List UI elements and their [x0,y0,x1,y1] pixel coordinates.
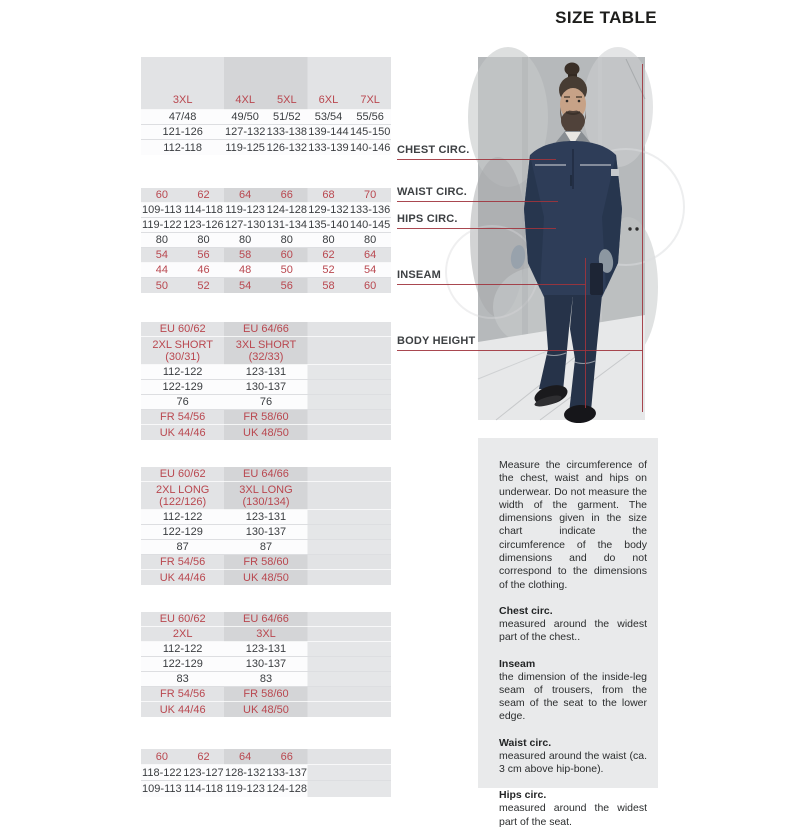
table-cell: 119-123 [225,783,265,795]
table-cell: 3XL [172,93,193,106]
model-illustration [478,57,645,420]
table-row [141,687,391,702]
table-cell: 46 [197,264,210,276]
measure-line-body-height [397,350,643,351]
table-cell: 60 [155,750,168,763]
table-row [141,188,391,203]
table-cell: 139-144 [308,126,349,138]
table-cell: FR 58/60 [243,411,289,423]
size-table [141,57,391,797]
table-cell: 83 [259,673,273,685]
table-row [141,337,391,365]
table-cell: 62 [197,189,210,201]
info-section-hips [499,789,647,829]
table-cell: 80 [155,234,168,246]
table-cell: 135-140 [308,219,349,231]
table-cell: 122-129 [162,381,203,393]
table-cell: 112-122 [162,643,203,655]
table-cell: 60 [155,189,168,201]
table-cell: 114-118 [184,783,223,795]
table-cell: 80 [363,234,377,246]
table-block-6 [141,749,391,797]
table-cell: FR 54/56 [160,411,206,423]
table-cell: 58 [322,279,335,292]
table-row [141,248,391,263]
table-cell: 119-122 [142,219,182,231]
measure-line-height-vertical [642,64,643,412]
table-row [141,395,391,410]
table-row [141,657,391,672]
table-cell: 133-138 [266,126,307,138]
table-cell: 60 [363,279,377,292]
table-cell: 122-129 [162,526,203,538]
table-cell: 6XL [318,93,339,106]
table-row [141,110,391,125]
table-cell: 64 [363,249,377,261]
table-cell: 118-122 [142,766,182,779]
table-row [141,203,391,218]
table-block-1 [141,90,391,155]
table-cell: 130-137 [245,381,287,393]
table-cell: 123-131 [245,643,287,655]
table-cell: 122-129 [162,658,203,670]
table-cell: FR 54/56 [160,556,206,568]
table-row [141,263,391,278]
table-cell: UK 44/46 [159,703,206,716]
table-cell: 87 [176,541,189,553]
table-cell: 55/56 [356,111,384,123]
table-cell: 2XL [172,628,193,640]
table-cell: 62 [197,750,210,763]
table-cell: 87 [259,541,273,553]
table-cell: 123-131 [245,366,287,378]
table-cell: 70 [363,189,377,201]
table-cell: 80 [197,234,210,246]
table-cell: 112-118 [163,141,203,154]
info-heading: Chest circ. [499,604,553,617]
table-cell: UK 48/50 [243,703,289,716]
measure-line-inseam-vertical [585,258,586,408]
table-cell: 44 [155,264,168,276]
table-cell: 50 [280,264,293,276]
table-cell: 3XL LONG (130/134) [239,483,293,508]
table-cell: FR 54/56 [160,688,206,700]
table-row [141,642,391,657]
table-cell: 51/52 [273,111,301,123]
info-heading: Inseam [499,657,536,670]
table-cell: 131-134 [266,219,307,231]
table-cell: EU 60/62 [159,323,206,335]
table-cell: 54 [239,279,252,292]
table-cell: 7XL [360,93,380,106]
table-row [141,525,391,540]
table-row [141,410,391,425]
table-cell: 56 [280,279,293,292]
table-cell: 124-128 [266,204,307,216]
table-block-3 [141,322,391,440]
table-cell: 112-122 [162,511,203,523]
table-block-2 [141,188,391,293]
table-row [141,233,391,248]
table-row [141,365,391,380]
table-cell: 80 [322,234,335,246]
table-cell: UK 48/50 [243,571,289,584]
table-cell: 109-113 [142,783,182,795]
table-cell: 129-132 [308,204,349,216]
label-waist-circ: WAIST CIRC. [397,186,468,198]
table-cell: 3XL SHORT (32/33) [235,338,297,363]
measure-line-waist [397,201,558,202]
table-cell: 54 [363,264,377,276]
table-cell: 80 [239,234,252,246]
table-cell: FR 58/60 [243,556,289,568]
measure-line-hips [397,228,556,229]
table-cell: 121-126 [162,126,203,138]
table-cell: 133-137 [266,766,307,779]
table-cell: 66 [280,750,293,763]
table-cell: 3XL [256,628,276,640]
table-cell: 109-113 [142,204,182,216]
table-row [141,749,391,765]
info-section-chest [499,605,647,645]
table-cell: 48 [239,264,252,276]
table-row [141,612,391,627]
table-top-strip [141,57,391,90]
info-intro: Measure the circumference of the chest, waist and hips on underwear. Do not measure the width of the garment. The dimensions given in the size chart indicate the circumference of the body dimensions and do not correspond to the dimensions of the clothing. [499,459,647,591]
table-cell: 112-122 [162,366,203,378]
table-cell: 76 [259,396,273,408]
table-cell: 54 [155,249,168,261]
page-title: SIZE TABLE [555,8,657,27]
table-row [141,125,391,140]
table-cell: 123-131 [245,511,287,523]
table-row [141,482,391,510]
measure-line-chest [397,159,556,160]
label-inseam: INSEAM [397,269,441,281]
table-row [141,702,391,717]
table-row [141,627,391,642]
table-row [141,555,391,570]
table-cell: 130-137 [245,658,287,670]
info-body: measured around the waist (ca. 3 cm above hip-bone). [499,749,647,776]
info-section-inseam [499,658,647,724]
table-row [141,322,391,337]
table-row [141,380,391,395]
table-block-4 [141,467,391,585]
table-cell: 53/54 [314,111,343,123]
table-cell: 2XL LONG (122/126) [155,483,210,508]
measure-line-inseam [397,284,586,285]
table-cell: 68 [322,189,335,201]
table-row [141,278,391,293]
table-cell: 64 [239,750,252,763]
table-row [141,570,391,585]
info-heading: Hips circ. [499,789,547,802]
table-cell: 127-132 [224,126,266,138]
table-cell: 140-145 [349,219,391,231]
table-cell: 4XL [235,93,255,106]
table-cell: UK 44/46 [159,426,206,439]
table-row [141,672,391,687]
table-cell: 50 [155,279,168,292]
table-cell: 124-128 [266,783,307,795]
label-hips-circ: HIPS CIRC. [397,213,458,225]
table-cell: 119-125 [225,141,265,154]
table-cell: 62 [322,249,335,261]
table-row [141,140,391,155]
table-cell: 76 [176,396,189,408]
table-cell: 47/48 [168,111,197,123]
model-photo [478,57,645,420]
info-heading: Waist circ. [499,736,552,749]
table-cell: EU 64/66 [243,323,289,335]
info-panel [478,438,658,828]
table-cell: 127-130 [224,219,266,231]
table-cell: 58 [239,249,252,261]
table-cell: UK 44/46 [159,571,206,584]
table-row [141,467,391,482]
table-cell: 49/50 [231,111,259,123]
table-cell: 64 [239,189,252,201]
table-cell: 52 [322,264,335,276]
table-cell: 133-136 [349,204,391,216]
table-cell: 5XL [277,93,297,106]
table-cell: 80 [280,234,293,246]
table-row [141,90,391,110]
table-cell: UK 48/50 [243,426,289,439]
table-cell: FR 58/60 [243,688,289,700]
table-cell: 119-123 [225,204,265,216]
table-cell: 130-137 [245,526,287,538]
table-cell: 128-132 [224,766,266,779]
table-cell: 123-127 [183,766,224,779]
table-cell: 145-150 [349,126,391,138]
table-cell: 52 [197,279,210,292]
info-section-waist [499,737,647,777]
table-block-5 [141,612,391,717]
table-cell: EU 60/62 [159,613,206,625]
table-cell: 133-139 [308,141,349,154]
table-row [141,765,391,781]
table-cell: 114-118 [184,204,223,216]
table-row [141,781,391,797]
table-cell: 123-126 [183,219,224,231]
table-row [141,510,391,525]
table-row [141,218,391,233]
table-cell: 2XL SHORT (30/31) [152,338,213,363]
table-cell: EU 64/66 [243,613,289,625]
table-cell: 83 [176,673,189,685]
label-body-height: BODY HEIGHT [397,335,476,347]
info-body: the dimension of the inside-leg seam of trousers, from the seam of the seat to the lower edge. [499,670,647,723]
label-chest-circ: CHEST CIRC. [397,144,470,156]
table-row [141,540,391,555]
table-cell: 140-146 [349,141,391,154]
info-body: measured around the widest part of the seat. [499,802,647,828]
table-cell: EU 60/62 [159,468,206,480]
table-cell: 56 [197,249,210,261]
table-row [141,425,391,440]
table-cell: 126-132 [266,141,307,154]
info-body: measured around the widest part of the chest.. [499,617,647,644]
table-cell: EU 64/66 [243,468,289,480]
table-cell: 66 [280,189,293,201]
table-cell: 60 [280,249,293,261]
